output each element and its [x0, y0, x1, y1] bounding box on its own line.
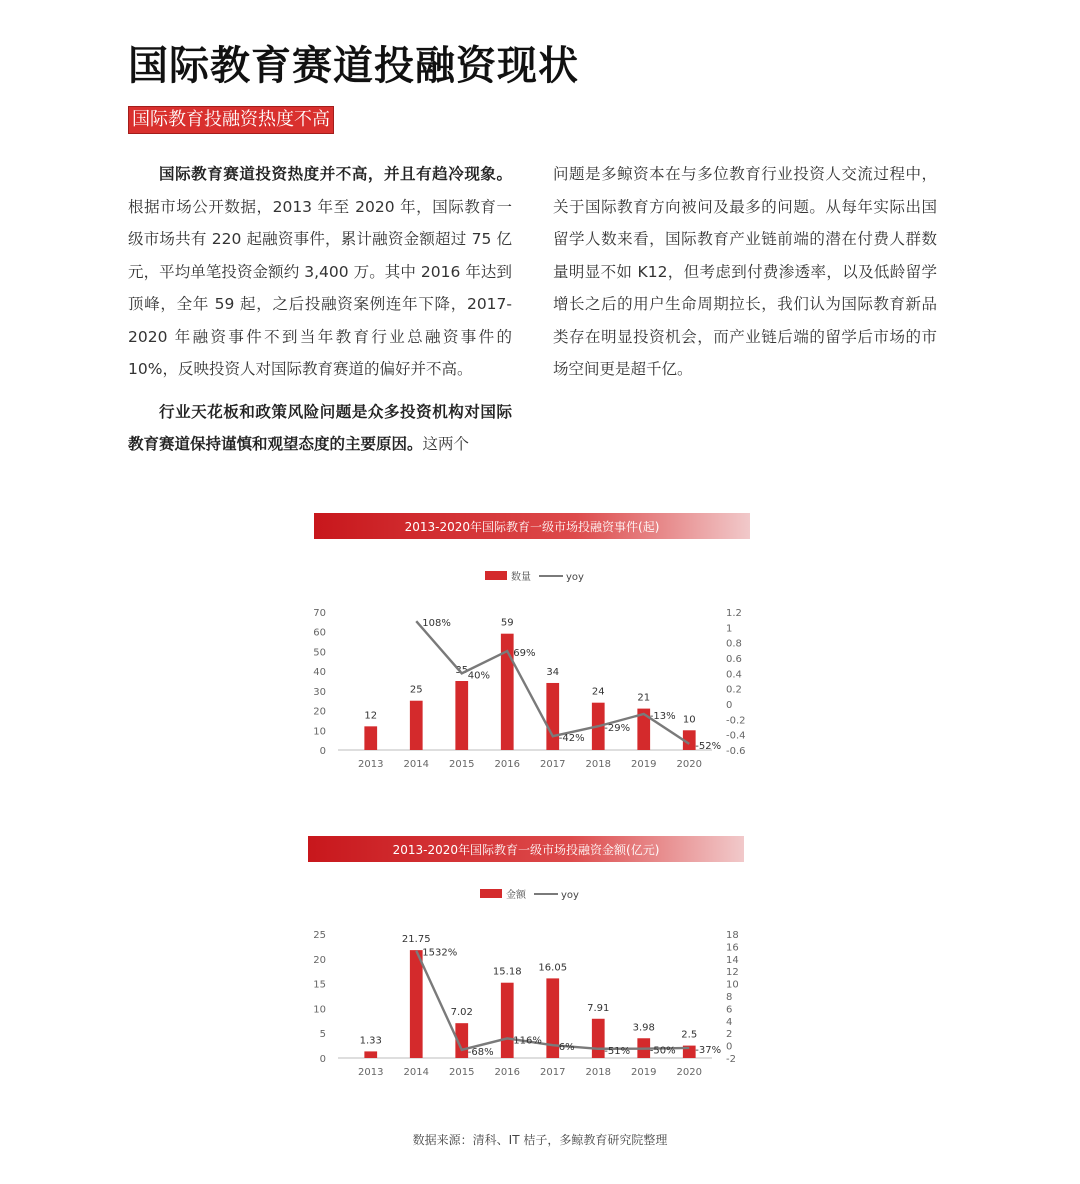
- yoy-value-label: 69%: [513, 648, 536, 660]
- y2-tick-label: -2: [726, 1054, 736, 1065]
- x-tick-label: 2018: [585, 1067, 611, 1078]
- bar-value-label: 12: [364, 710, 378, 722]
- x-tick-label: 2019: [631, 759, 657, 770]
- y2-tick-label: 1.2: [726, 608, 742, 619]
- legend-bar-label: 金额: [506, 890, 526, 901]
- y2-tick-label: 10: [726, 979, 739, 991]
- x-tick-label: 2020: [676, 1067, 702, 1078]
- y-tick-label: 10: [313, 726, 326, 738]
- bar-value-label: 10: [682, 714, 696, 726]
- yoy-value-label: -52%: [695, 740, 722, 752]
- bar-value-label: 7.02: [450, 1007, 473, 1019]
- yoy-value-label: -68%: [467, 1046, 494, 1058]
- yoy-value-label: -29%: [604, 723, 631, 735]
- yoy-value-label: -42%: [558, 733, 585, 745]
- bar: [410, 950, 423, 1058]
- x-tick-label: 2018: [585, 759, 611, 770]
- y2-tick-label: -0.2: [726, 715, 746, 727]
- bar-value-label: 15.18: [492, 966, 522, 978]
- bar-value-label: 59: [500, 617, 514, 629]
- y2-tick-label: 0: [726, 1041, 733, 1053]
- y-tick-label: 50: [313, 647, 326, 659]
- legend-bar-swatch: [480, 889, 502, 898]
- bar-value-label: 2.5: [681, 1029, 698, 1041]
- bar: [364, 1051, 377, 1058]
- bar-value-label: 35: [455, 665, 469, 676]
- paragraph-1: [128, 158, 512, 386]
- x-tick-label: 2015: [449, 1067, 475, 1078]
- x-tick-label: 2015: [449, 759, 475, 770]
- chart-1-title: 2013-2020年国际教育一级市场投融资事件(起): [314, 513, 750, 539]
- x-tick-label: 2017: [540, 759, 566, 770]
- y-tick-label: 0: [319, 746, 326, 757]
- x-tick-label: 2013: [358, 1067, 384, 1078]
- y2-tick-label: 1: [726, 623, 733, 635]
- legend-line-label: yoy: [561, 890, 579, 901]
- y2-tick-label: -0.4: [726, 730, 746, 742]
- y-tick-label: 10: [313, 1004, 326, 1016]
- y-tick-label: 60: [313, 627, 326, 639]
- y-tick-label: 0: [319, 1054, 326, 1065]
- y2-tick-label: 2: [726, 1029, 733, 1041]
- x-tick-label: 2014: [403, 759, 429, 770]
- bar: [410, 701, 423, 750]
- legend-bar-swatch: [485, 571, 507, 580]
- yoy-value-label: 6%: [558, 1042, 575, 1054]
- x-tick-label: 2019: [631, 1067, 657, 1078]
- yoy-value-label: 116%: [513, 1035, 542, 1047]
- x-tick-label: 2020: [676, 759, 702, 770]
- y-tick-label: 40: [313, 667, 326, 679]
- bar: [592, 1019, 605, 1058]
- yoy-value-label: -50%: [649, 1045, 676, 1057]
- left-column: [128, 158, 512, 471]
- y2-tick-label: 0.8: [726, 638, 742, 650]
- chart-amount: [300, 880, 760, 1090]
- y2-tick-label: 16: [726, 942, 739, 954]
- yoy-value-label: 108%: [422, 618, 451, 630]
- page-title: 国际教育赛道投融资现状: [128, 43, 579, 89]
- y2-tick-label: 18: [726, 930, 739, 941]
- bar-value-label: 3.98: [632, 1022, 655, 1034]
- yoy-value-label: 1532%: [422, 947, 458, 959]
- legend-line-label: yoy: [566, 572, 584, 583]
- bar-value-label: 21.75: [401, 934, 431, 946]
- y-tick-label: 20: [313, 954, 326, 966]
- bar-value-label: 25: [409, 684, 423, 696]
- y2-tick-label: 12: [726, 967, 739, 979]
- x-tick-label: 2016: [494, 759, 520, 770]
- y-tick-label: 25: [313, 930, 326, 941]
- bar-value-label: 1.33: [359, 1035, 382, 1047]
- y2-tick-label: 8: [726, 992, 733, 1003]
- x-tick-label: 2014: [403, 1067, 429, 1078]
- y-tick-label: 30: [313, 686, 326, 698]
- y2-tick-label: 6: [726, 1004, 733, 1016]
- paragraph-1-bold: 国际教育赛道投资热度并不高，并且有趋冷现象。: [159, 165, 512, 183]
- paragraph-2-text: 这两个: [422, 435, 470, 453]
- y-tick-label: 70: [313, 608, 326, 619]
- y-tick-label: 5: [319, 1029, 326, 1041]
- paragraph-2: [128, 396, 512, 461]
- x-tick-label: 2017: [540, 1067, 566, 1078]
- bar: [364, 726, 377, 750]
- bar-value-label: 21: [637, 692, 651, 704]
- bar-value-label: 34: [546, 666, 560, 678]
- bar: [455, 681, 468, 750]
- section-subtitle: 国际教育投融资热度不高: [128, 106, 334, 134]
- y2-tick-label: 4: [726, 1016, 733, 1028]
- bar: [501, 983, 514, 1058]
- y2-tick-label: 0.2: [726, 684, 742, 696]
- y2-tick-label: 14: [726, 954, 739, 966]
- paragraph-2-bold: 行业天花板和政策风险问题是众多投资机构对国际教育赛道保持谨慎和观望态度的主要原因。: [128, 402, 512, 453]
- yoy-value-label: -51%: [604, 1045, 631, 1057]
- right-column: [553, 158, 937, 396]
- y2-tick-label: 0: [726, 700, 733, 711]
- y2-tick-label: 0.4: [726, 669, 742, 681]
- yoy-value-label: -13%: [649, 710, 676, 722]
- paragraph-3: 问题是多鲸资本在与多位教育行业投资人交流过程中，关于国际教育方向被问及最多的问题。从每年实际出国留学人数来看，国际教育产业链前端的潜在付费人群数量明显不如 K12，但考虑到付费渗透率，以及低龄留学增长之后的用户生命周期拉长，我们认为国际教育新品类存在明显投资机会，而产业链后端的留学后市场的市场空间更是超千亿。: [553, 165, 937, 378]
- bar-value-label: 24: [591, 686, 605, 698]
- chart-events: [300, 560, 760, 780]
- y-tick-label: 15: [313, 979, 326, 991]
- legend-bar-label: 数量: [511, 572, 531, 583]
- paragraph-1-text: 根据市场公开数据，2013 年至 2020 年，国际教育一级市场共有 220 起融资事件，累计融资金额超过 75 亿元，平均单笔投资金额约 3,400 万。其中 2016 年达到顶峰，全年 59 起，之后投融资案例连年下降，2017-2020 年融资事件不到当年教育行业总融资事件的 10%，反映投资人对国际教育赛道的偏好并不高。: [128, 197, 512, 378]
- yoy-value-label: -37%: [695, 1044, 722, 1056]
- y-tick-label: 20: [313, 706, 326, 718]
- x-tick-label: 2013: [358, 759, 384, 770]
- data-source-note: 数据来源：清科、IT 桔子，多鲸教育研究院整理: [412, 1133, 668, 1147]
- bar-value-label: 7.91: [587, 1002, 610, 1014]
- y2-tick-label: -0.6: [726, 746, 746, 757]
- x-tick-label: 2016: [494, 1067, 520, 1078]
- bar-value-label: 16.05: [538, 962, 568, 974]
- yoy-value-label: 40%: [467, 670, 490, 682]
- chart-2-title: 2013-2020年国际教育一级市场投融资金额(亿元): [308, 836, 744, 862]
- y2-tick-label: 0.6: [726, 654, 742, 665]
- bar: [546, 683, 559, 750]
